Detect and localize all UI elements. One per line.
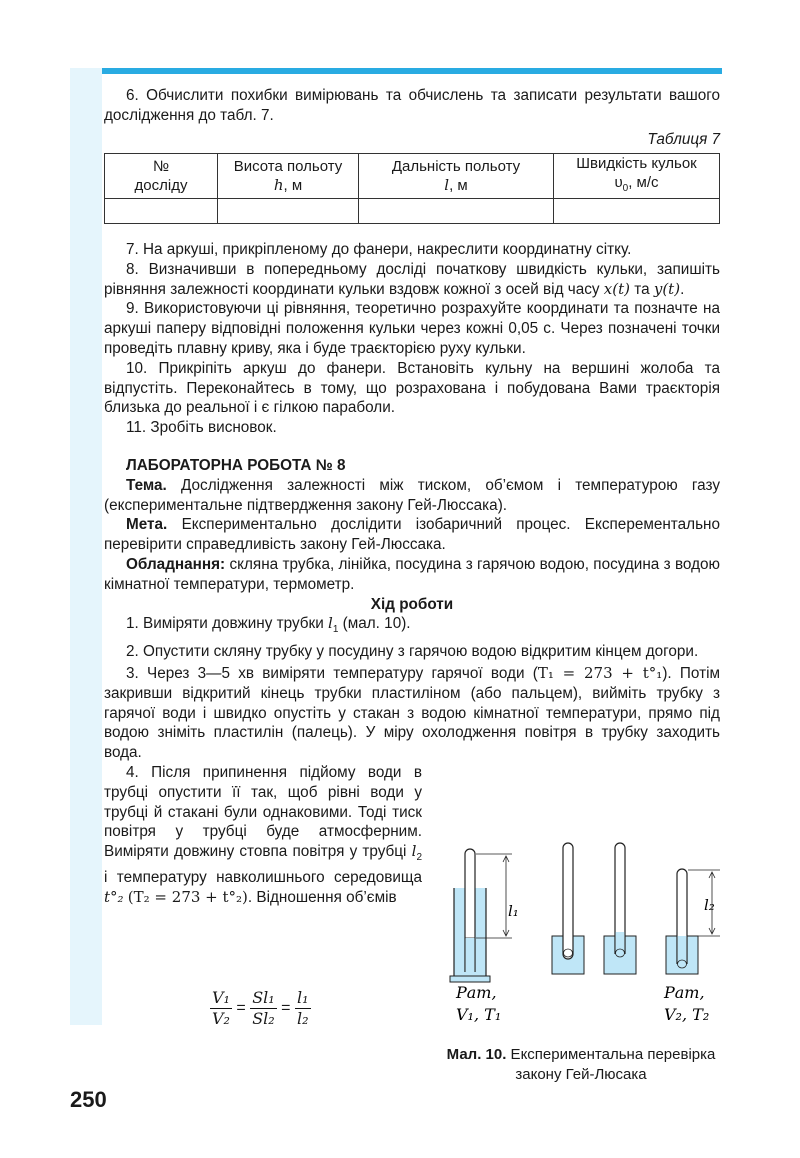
page-number: 250 [70, 1087, 107, 1112]
label-vt-right: V₂, T₂ [664, 1005, 710, 1024]
table-7 [104, 153, 720, 224]
table-7-caption: Таблиця 7 [647, 130, 720, 148]
step-7: 7. На аркуші, прикріпленому до фанери, накреслити координатну сітку. [126, 241, 632, 258]
table-header-row [105, 154, 720, 199]
content-top [104, 86, 720, 224]
step-6: 6. Обчислити похибки вимірювань та обчислень та записати результати вашого дослідження до табл. 7. [104, 87, 720, 124]
step-8: 8. Визначивши в попередньому досліді початкову швидкість кульки, запишіть рівняння залежності координати кульки вздовж кожної з осей від часу x(t) та y(t). [104, 260, 720, 298]
table-header-cell: № досліду [105, 154, 218, 199]
top-accent-bar [70, 68, 722, 74]
figure-gay-lussac-apparatus [440, 838, 730, 1038]
step-9: 9. Використовуючи ці рівняння, теоретично розрахуйте координати та позначте на аркуші паперу відповідні положення кульки через кожні 0,05 с. Через позначені точки проведіть плавну криву, яка і буде траєкторією руху кульки. [104, 300, 720, 357]
label-vt-left: V₁, T₁ [456, 1005, 502, 1024]
lab-topic: Тема. Дослідження залежності між тиском, об’ємом і температурою газу (експериментальне підтвердження закону Гей-Люссака). [104, 476, 720, 514]
tube-in-hot-water [450, 849, 512, 982]
procedure-step-2: 2. Опустити скляну трубку у посудину з гарячою водою відкритим кінцем догори. [126, 643, 699, 661]
procedure-title: Хід роботи [370, 595, 454, 613]
label-l2: l₂ [704, 896, 715, 914]
figure-caption: Мал. 10. Експериментальна перевірка закону Гей-Люсака [446, 1046, 716, 1083]
fraction-l1-l2: $\frac{\text{l₁}}{\text{l₂}}$ [296, 988, 309, 1028]
label-p-left: Pат, [456, 983, 497, 1002]
table-row [105, 199, 720, 224]
procedure-step-4: 4. Після припинення підйому води в трубці опустити її так, щоб рівні води у трубці й стакані були однаковими. Тоді тиск повітря у трубці буде атмосферним. Виміряти довжину стовпа повітря у трубці $l_2$ і температуру навколишнього середовища t°₂ (T₂ = 273 + t°₂). Відношення об’ємів [104, 763, 422, 906]
fraction-v1-v2: $\frac{\text{V₁}}{\text{V₂}}$ [212, 988, 230, 1028]
table-header-cell: Дальність польоту l, м [359, 154, 554, 199]
step-11: 11. Зробіть висновок. [126, 419, 277, 437]
tube-equal-levels [666, 869, 720, 974]
tube-cooling-1 [552, 843, 584, 974]
lab-equipment: Обладнання: скляна трубка, лінійка, посудина з гарячою водою, посудина з водою кімнатної температури, термометр. [104, 555, 720, 593]
procedure-step-1: 1. Виміряти довжину трубки $l_1$ (мал. 10). [126, 614, 411, 636]
table-header-cell: Висота польоту h, м [218, 154, 359, 199]
label-l1: l₁ [508, 902, 519, 920]
fraction-sl1-sl2: $\frac{\text{Sl₁}}{\text{Sl₂}}$ [252, 988, 275, 1028]
lab-title: ЛАБОРАТОРНА РОБОТА № 8 [126, 456, 346, 474]
label-p-right: Pат, [664, 983, 705, 1002]
step-10: 10. Прикріпіть аркуш до фанери. Встановіть кульну на вершині жолоба та відпустіть. Переконайтесь в тому, що розрахована і побудована Вами траєкторія близька до реальної і є гілкою параболи. [104, 359, 720, 417]
procedure-step-3: 3. Через 3—5 хв виміряти температуру гарячої води (T₁ = 273 + t°₁). Потім закривши відкритий кінець трубки пластиліном (або пальцем), вийміть трубку з гарячої води і швидко опустіть у стакан з водою кімнатної температури, прямо під водою зніміть пластилін (палець). У міру охолодження повітря в трубку заходить вода. [104, 663, 721, 762]
volume-ratio-formula: $\frac{\text{V₁}}{\text{V₂}}$ = $\frac{\text{Sl₁}}{\text{Sl₂}}$ = $\frac{\text{l₁}}{\text{l₂}}$ [212, 988, 309, 1028]
table-header-cell: Швидкість кульок $\upsilon_0$, м/с [554, 154, 720, 199]
lab-goal: Мета. Експериментально дослідити ізобаричний процес. Експерементально перевірити справедливість закону Гей-Люссака. [104, 516, 720, 554]
side-accent-band [70, 68, 102, 1025]
content-steps [104, 240, 720, 908]
tube-cooling-2 [604, 843, 636, 974]
